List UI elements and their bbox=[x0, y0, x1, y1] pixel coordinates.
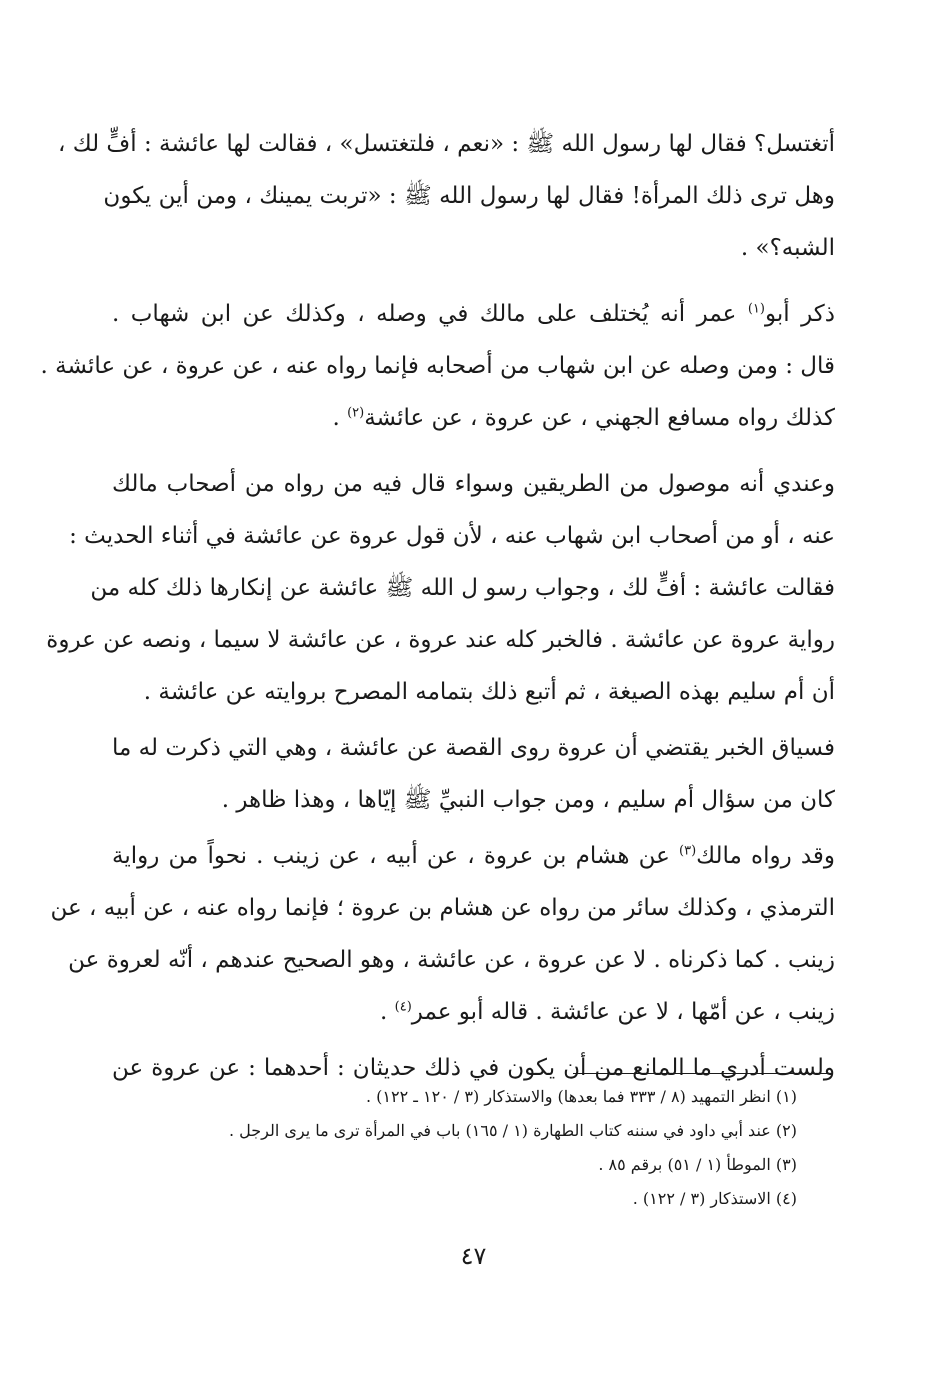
text-line: زينب ، عن أمّها ، لا عن عائشة . قاله أبو عمر$^{(٤)}$ . bbox=[380, 999, 835, 1025]
text-line: الترمذي ، وكذلك سائر من رواه عن هشام بن عروة ؛ فإنما رواه عنه ، عن أبيه ، عن bbox=[50, 895, 835, 921]
text-line: رواية عروة عن عائشة . فالخبر كله عند عروة ، عن عائشة لا سيما ، ونصه عن عروة bbox=[46, 627, 835, 653]
footnote-marker: (٣) bbox=[679, 843, 697, 859]
text-line: كذلك رواه مسافع الجهني ، عن عروة ، عن عائشة$^{(٢)}$ . bbox=[332, 405, 835, 431]
text-line: وهل ترى ذلك المرأة! فقال لها رسول الله ﷺ : «تربت يمينك ، ومن أين يكون bbox=[103, 183, 835, 209]
footnote: (٢) عند أبي داود في سننه كتاب الطهارة (١ / ١٦٥) باب في المرأة ترى ما يرى الرجل . bbox=[228, 1121, 797, 1140]
page-number: ٤٧ bbox=[460, 1242, 487, 1270]
text-line: ذكر أبو$^{(١)}$ عمر أنه يُختلف على مالك في وصله ، وكذلك عن ابن شهاب . bbox=[112, 301, 835, 327]
text-line: زينب . كما ذكرناه . لا عن عروة ، عن عائشة ، وهو الصحيح عندهم ، أنّه لعروة عن bbox=[68, 947, 835, 973]
text-line: أن أم سليم بهذه الصيغة ، ثم أتبع ذلك بتمامه المصرح بروايته عن عائشة . bbox=[143, 679, 835, 705]
footnote: (٤) الاستذكار (٣ / ١٢٢) . bbox=[632, 1189, 797, 1208]
text-line: الشبه؟» . bbox=[740, 235, 835, 261]
paragraph bbox=[40, 288, 835, 444]
paragraph bbox=[46, 458, 835, 718]
main-text bbox=[40, 118, 835, 1094]
text-line: قال : ومن وصله عن ابن شهاب من أصحابه فإنما رواه عنه ، عن عروة ، عن عائشة . bbox=[40, 353, 835, 379]
text-line: كان من سؤال أم سليم ، ومن جواب النبيِّ ﷺ إيّاها ، وهذا ظاهر . bbox=[221, 787, 835, 813]
footnote-marker: (٢) bbox=[347, 405, 365, 421]
footnote: (٣) الموطأ (١ / ٥١) برقم ٨٥ . bbox=[598, 1155, 797, 1174]
text-line: أتغتسل؟ فقال لها رسول الله ﷺ : «نعم ، فلتغتسل» ، فقالت لها عائشة : أفٍّ لك ، bbox=[57, 131, 835, 157]
text-line: فسياق الخبر يقتضي أن عروة روى القصة عن عائشة ، وهي التي ذكرت له ما bbox=[112, 735, 835, 761]
paragraph bbox=[57, 118, 835, 274]
paragraph bbox=[50, 830, 835, 1038]
paragraph bbox=[112, 722, 835, 826]
footnote-separator bbox=[573, 1073, 831, 1074]
text-line: ولست أدري ما المانع من أن يكون في ذلك حديثان : أحدهما : عن عروة عن bbox=[112, 1055, 835, 1081]
footnote-marker: (١) bbox=[747, 301, 765, 317]
text-line: فقالت عائشة : أفٍّ لك ، وجواب رسو ل الله ﷺ عائشة عن إنكارها ذلك كله من bbox=[90, 575, 835, 601]
text-line: وقد رواه مالك$^{(٣)}$ عن هشام بن عروة ، عن أبيه ، عن زينب . نحواً من رواية bbox=[112, 843, 835, 869]
footnotes bbox=[112, 1080, 797, 1216]
footnote: (١) انظر التمهيد (٨ / ٣٣٣ فما بعدها) والاستذكار (٣ / ١٢٠ ـ ١٢٢) . bbox=[365, 1087, 797, 1106]
footnote-marker: (٤) bbox=[394, 999, 412, 1015]
text-line: عنه ، أو من أصحاب ابن شهاب عنه ، لأن قول عروة عن عائشة في أثناء الحديث : bbox=[69, 523, 835, 549]
text-line: وعندي أنه موصول من الطريقين وسواء قال فيه من رواه من أصحاب مالك bbox=[112, 471, 835, 497]
